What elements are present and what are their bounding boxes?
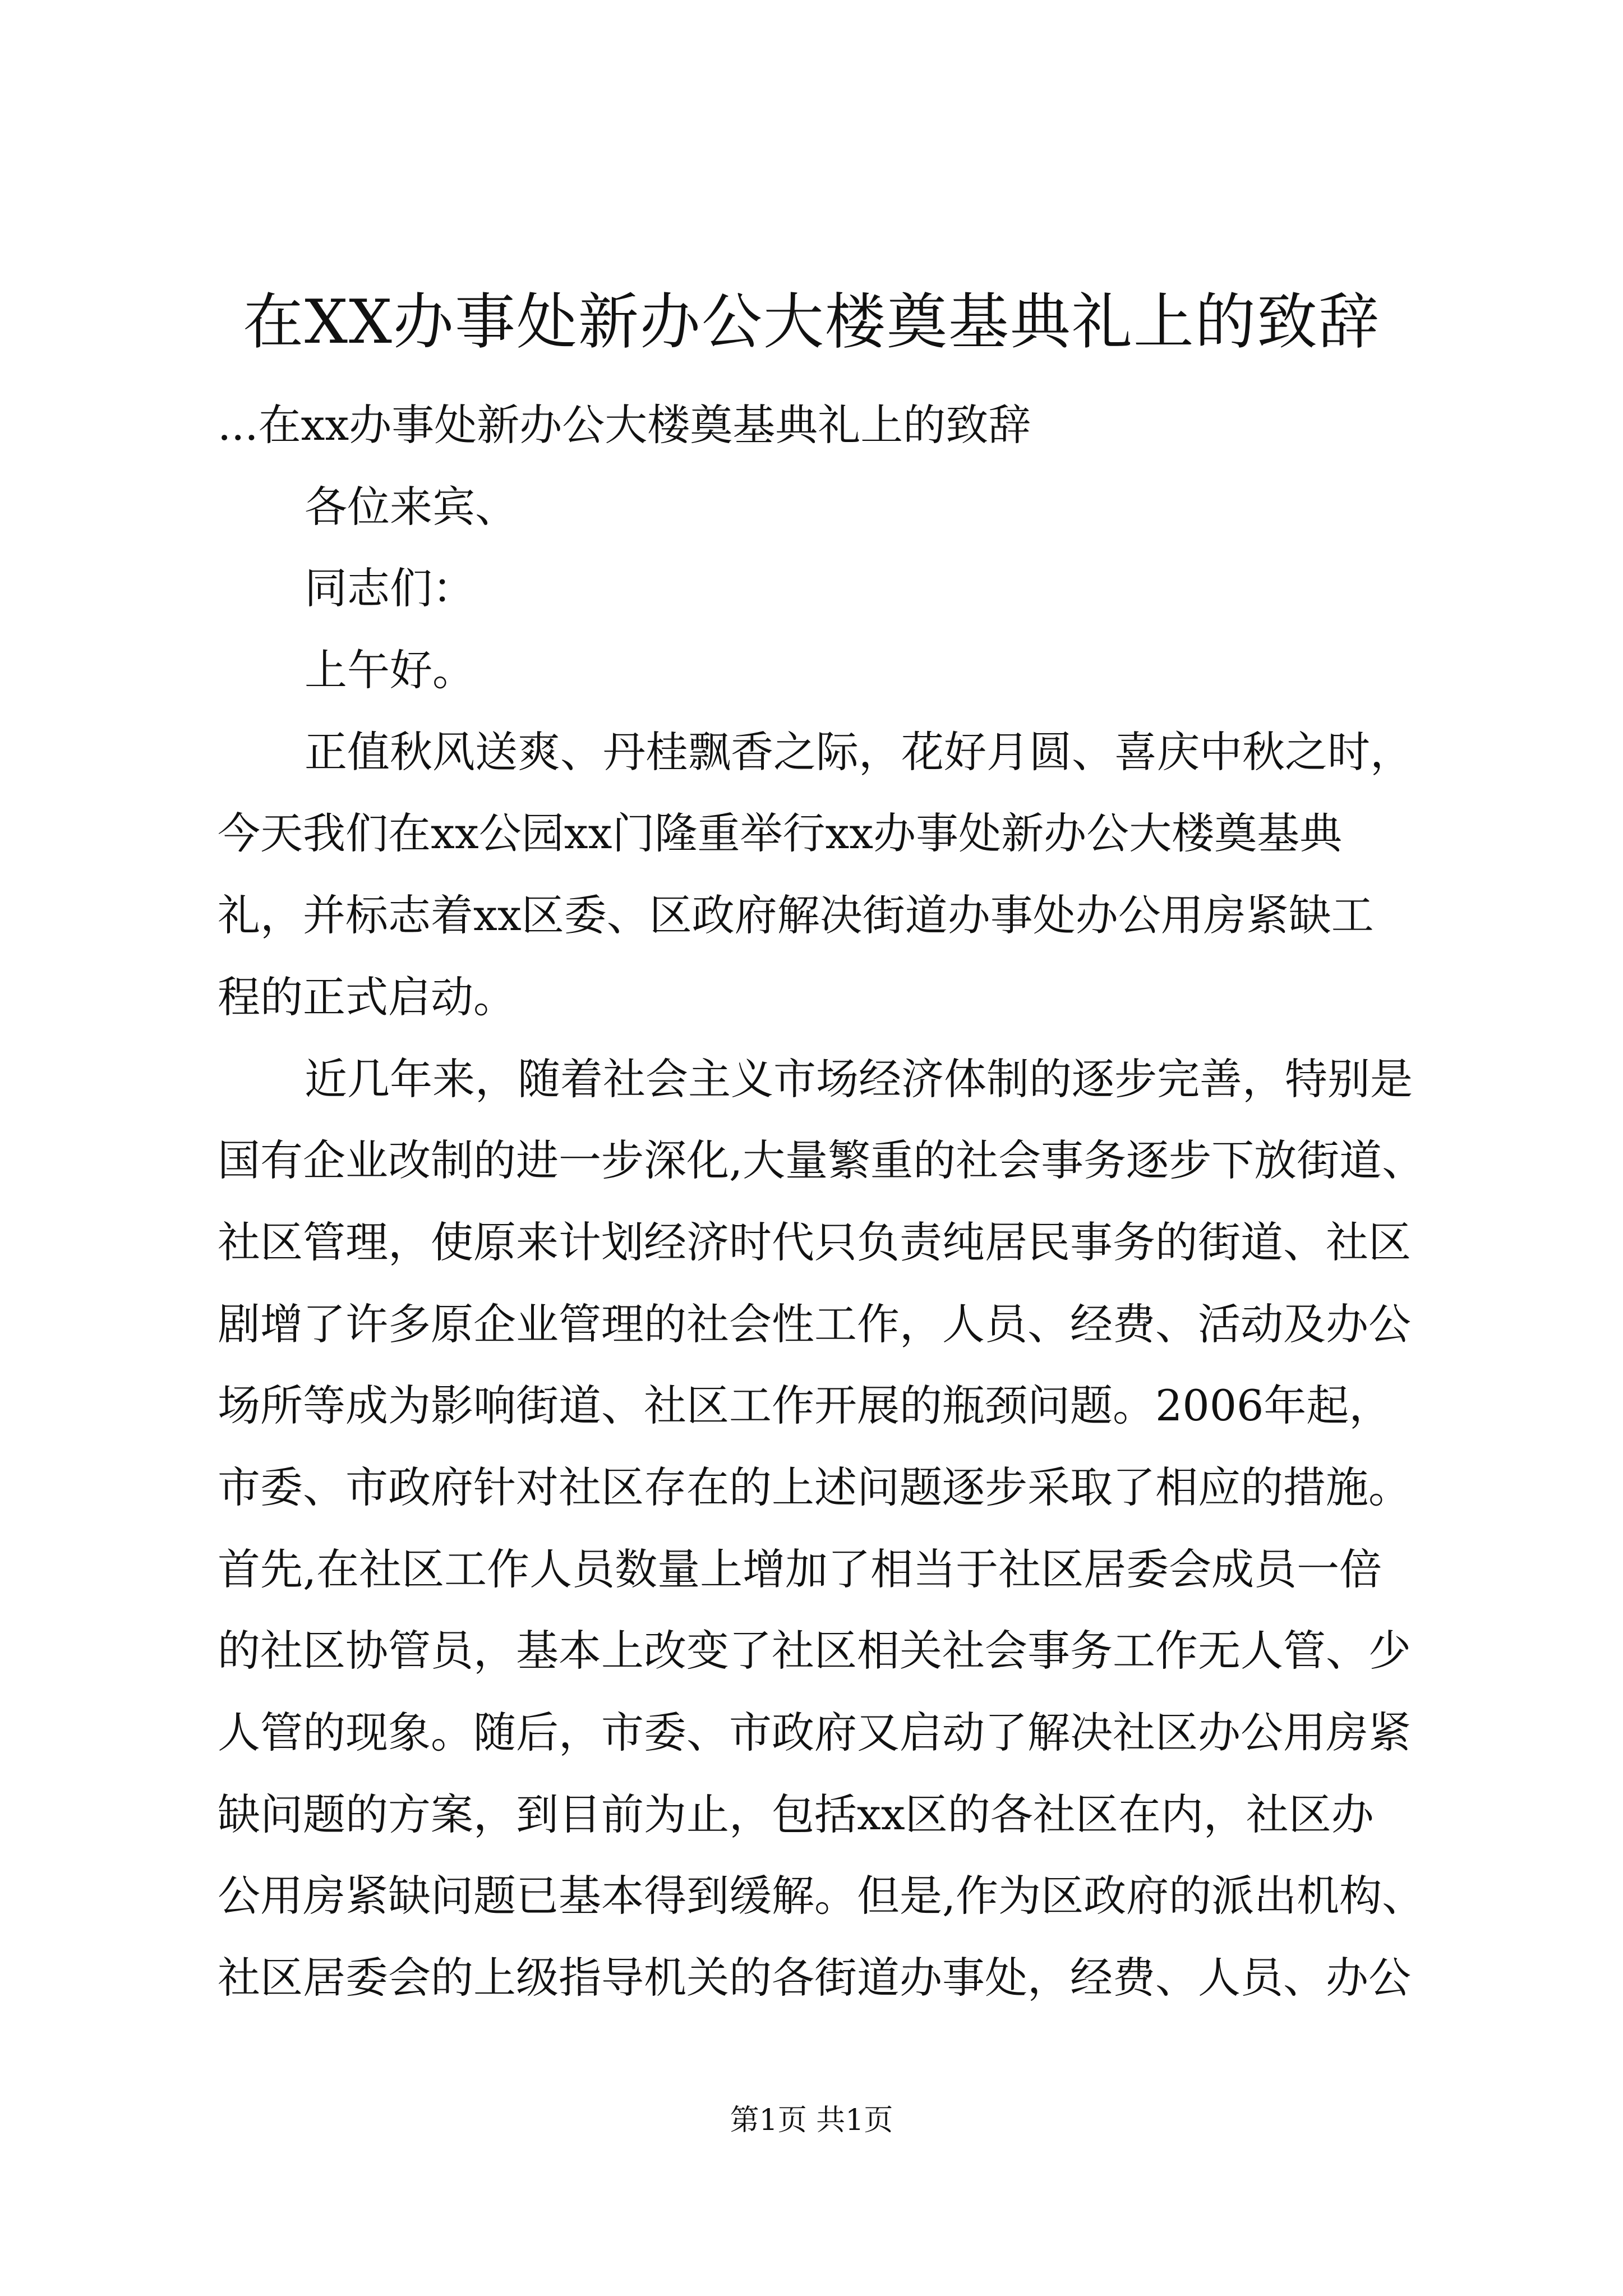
paragraph-line: 场所等成为影响街道、社区工作开展的瓶颈问题。2006年起，	[218, 1381, 1392, 1431]
paragraph-line: 国有企业改制的进一步深化,大量繁重的社会事务逐步下放街道、	[218, 1135, 1425, 1186]
paragraph-line: 礼，并标志着xx区委、区政府解决街道办事处办公用房紧缺工	[218, 890, 1374, 941]
document-title: 在XX办事处新办公大楼奠基典礼上的致辞	[243, 287, 1380, 357]
paragraph-opening	[218, 711, 1418, 1038]
paragraph-line: 缺问题的方案，到目前为止，包括xx区的各社区在内，社区办	[218, 1789, 1374, 1839]
paragraph-line: 公用房紧缺问题已基本得到缓解。但是,作为区政府的派出机构、	[218, 1871, 1425, 1921]
paragraph-line: 社区居委会的上级指导机关的各街道办事处，经费、人员、办公	[218, 1953, 1411, 2003]
paragraph-line: 的社区协管员，基本上改变了社区相关社会事务工作无人管、少	[218, 1626, 1411, 1676]
salutation-comrades: 同志们：	[305, 563, 475, 614]
paragraph-line: 剧增了许多原企业管理的社会性工作，人员、经费、活动及办公	[218, 1299, 1411, 1349]
subtitle-line: ...在xx办事处新办公大楼奠基典礼上的致辞	[218, 400, 1031, 450]
paragraph-line: 程的正式启动。	[218, 972, 516, 1022]
paragraph-line: 今天我们在xx公园xx门隆重举行xx办事处新办公大楼奠基典	[218, 808, 1343, 859]
paragraph-background	[218, 1038, 1425, 2019]
paragraph-line: 社区管理，使原来计划经济时代只负责纯居民事务的街道、社区	[218, 1217, 1411, 1267]
salutation-guests: 各位来宾、	[305, 481, 518, 532]
paragraph-line: 人管的现象。随后，市委、市政府又启动了解决社区办公用房紧	[218, 1708, 1411, 1757]
document-body	[218, 384, 1425, 2019]
paragraph-line: 首先,在社区工作人员数量上增加了相当于社区居委会成员一倍	[218, 1544, 1382, 1594]
paragraph-line: 正值秋风送爽、丹桂飘香之际，花好月圆、喜庆中秋之时，	[305, 726, 1413, 777]
greeting: 上午好。	[305, 645, 475, 696]
paragraph-line: 市委、市政府针对社区存在的上述问题逐步采取了相应的措施。	[218, 1462, 1411, 1512]
page-number-footer: 第1页 共1页	[730, 2104, 893, 2137]
paragraph-line: 近几年来，随着社会主义市场经济体制的逐步完善，特别是	[305, 1053, 1413, 1104]
